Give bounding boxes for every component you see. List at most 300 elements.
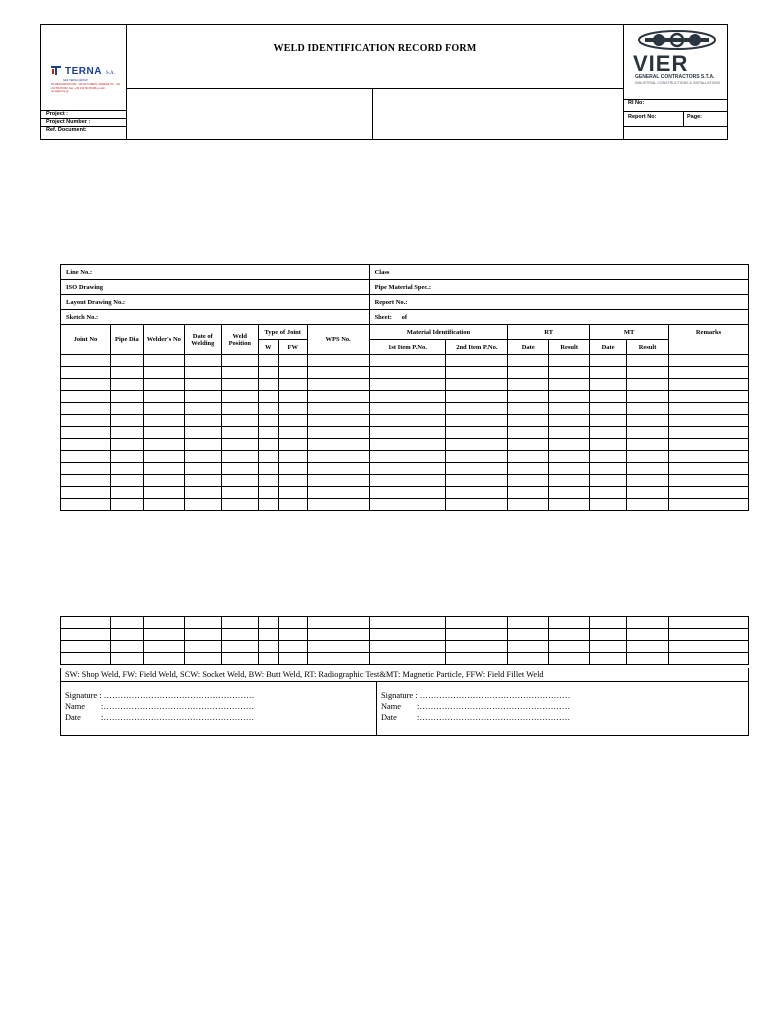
- table-cell[interactable]: [508, 427, 549, 439]
- table-cell[interactable]: [446, 641, 508, 653]
- table-cell[interactable]: [221, 439, 258, 451]
- table-cell[interactable]: [258, 463, 278, 475]
- table-cell[interactable]: [669, 653, 749, 665]
- table-cell[interactable]: [549, 629, 590, 641]
- report-no-cell: Report No.:: [369, 295, 748, 310]
- table-cell[interactable]: [369, 415, 446, 427]
- project-label: Project :: [46, 111, 69, 117]
- table-cell[interactable]: [258, 487, 278, 499]
- table-cell[interactable]: [258, 379, 278, 391]
- table-cell[interactable]: [307, 451, 369, 463]
- table-cell[interactable]: [627, 451, 669, 463]
- table-cell[interactable]: [221, 617, 258, 629]
- table-cell[interactable]: [590, 355, 627, 367]
- table-cell[interactable]: [258, 475, 278, 487]
- table-row: [61, 379, 749, 391]
- table-cell[interactable]: [590, 629, 627, 641]
- table-cell[interactable]: [307, 629, 369, 641]
- table-cell[interactable]: [143, 367, 184, 379]
- table-cell[interactable]: [307, 439, 369, 451]
- table-cell[interactable]: [184, 367, 221, 379]
- table-cell[interactable]: [184, 451, 221, 463]
- table-cell[interactable]: [110, 427, 143, 439]
- table-row: [61, 427, 749, 439]
- table-cell[interactable]: [184, 463, 221, 475]
- table-cell[interactable]: [278, 487, 307, 499]
- table-cell[interactable]: [369, 463, 446, 475]
- col-rt-result: Result: [549, 340, 590, 355]
- table-cell[interactable]: [369, 391, 446, 403]
- col-joint-no: Joint No: [61, 325, 111, 355]
- col-type-of-joint: Type of Joint: [258, 325, 307, 340]
- table-cell[interactable]: [184, 391, 221, 403]
- table-cell[interactable]: [221, 427, 258, 439]
- table-cell[interactable]: [61, 391, 111, 403]
- table-cell[interactable]: [590, 403, 627, 415]
- table-cell[interactable]: [669, 403, 749, 415]
- table-cell[interactable]: [61, 499, 111, 511]
- date-line[interactable]: :………………………………………………: [101, 713, 255, 722]
- table-cell[interactable]: [627, 403, 669, 415]
- table-row: [61, 403, 749, 415]
- table-cell[interactable]: [110, 487, 143, 499]
- signature-right: Signature : ……………………………………………… Name :……………………………………………… Date :………………………………………………: [381, 691, 571, 722]
- table-cell[interactable]: [110, 653, 143, 665]
- table-cell[interactable]: [508, 403, 549, 415]
- table-row: [61, 415, 749, 427]
- table-cell[interactable]: [307, 391, 369, 403]
- table-cell[interactable]: [61, 415, 111, 427]
- table-cell[interactable]: [221, 415, 258, 427]
- table-cell[interactable]: [369, 403, 446, 415]
- table-cell[interactable]: [627, 641, 669, 653]
- table-cell[interactable]: [549, 439, 590, 451]
- table-cell[interactable]: [307, 355, 369, 367]
- table-cell[interactable]: [143, 653, 184, 665]
- table-cell[interactable]: [627, 629, 669, 641]
- table-cell[interactable]: [508, 379, 549, 391]
- table-cell[interactable]: [508, 475, 549, 487]
- table-cell[interactable]: [590, 379, 627, 391]
- table-cell[interactable]: [508, 451, 549, 463]
- table-cell[interactable]: [369, 629, 446, 641]
- table-cell[interactable]: [590, 391, 627, 403]
- table-cell[interactable]: [549, 427, 590, 439]
- table-cell[interactable]: [143, 403, 184, 415]
- table-cell[interactable]: [627, 415, 669, 427]
- table-cell[interactable]: [669, 451, 749, 463]
- table-cell[interactable]: [369, 653, 446, 665]
- table-cell[interactable]: [369, 355, 446, 367]
- table-cell[interactable]: [590, 439, 627, 451]
- table-cell[interactable]: [669, 415, 749, 427]
- table-cell[interactable]: [258, 641, 278, 653]
- table-cell[interactable]: [590, 475, 627, 487]
- table-cell[interactable]: [221, 367, 258, 379]
- table-cell[interactable]: [627, 367, 669, 379]
- table-cell[interactable]: [549, 355, 590, 367]
- table-cell[interactable]: [508, 391, 549, 403]
- table-cell[interactable]: [278, 617, 307, 629]
- table-cell[interactable]: [307, 487, 369, 499]
- table-cell[interactable]: [627, 475, 669, 487]
- table-cell[interactable]: [110, 403, 143, 415]
- table-cell[interactable]: [258, 427, 278, 439]
- table-cell[interactable]: [627, 487, 669, 499]
- table-cell[interactable]: [307, 427, 369, 439]
- table-cell[interactable]: [61, 427, 111, 439]
- table-cell[interactable]: [258, 653, 278, 665]
- sketch-no-cell: Sketch No.:: [61, 310, 370, 325]
- table-cell[interactable]: [278, 355, 307, 367]
- table-cell[interactable]: [307, 415, 369, 427]
- table-cell[interactable]: [184, 415, 221, 427]
- table-cell[interactable]: [307, 367, 369, 379]
- table-cell[interactable]: [110, 629, 143, 641]
- terna-emblem-icon: [51, 65, 61, 75]
- table-cell[interactable]: [590, 367, 627, 379]
- table-cell[interactable]: [221, 451, 258, 463]
- table-cell[interactable]: [508, 439, 549, 451]
- table-cell[interactable]: [184, 617, 221, 629]
- table-cell[interactable]: [669, 367, 749, 379]
- table-cell[interactable]: [590, 463, 627, 475]
- table-cell[interactable]: [549, 415, 590, 427]
- table-cell[interactable]: [446, 439, 508, 451]
- table-cell[interactable]: [143, 391, 184, 403]
- table-cell[interactable]: [307, 379, 369, 391]
- table-cell[interactable]: [258, 355, 278, 367]
- table-cell[interactable]: [184, 475, 221, 487]
- table-cell[interactable]: [184, 653, 221, 665]
- col-fw: FW: [278, 340, 307, 355]
- table-cell[interactable]: [61, 355, 111, 367]
- table-cell[interactable]: [307, 403, 369, 415]
- table-cell[interactable]: [508, 653, 549, 665]
- table-cell[interactable]: [590, 499, 627, 511]
- table-cell[interactable]: [258, 391, 278, 403]
- table-cell[interactable]: [258, 629, 278, 641]
- table-cell[interactable]: [627, 355, 669, 367]
- table-cell[interactable]: [61, 403, 111, 415]
- table-cell[interactable]: [446, 415, 508, 427]
- table-cell[interactable]: [669, 499, 749, 511]
- table-cell[interactable]: [184, 629, 221, 641]
- table-cell[interactable]: [110, 355, 143, 367]
- table-cell[interactable]: [508, 617, 549, 629]
- table-cell[interactable]: [221, 379, 258, 391]
- pipe-material-spec-cell: Pipe Material Spec.:: [369, 280, 748, 295]
- table-cell[interactable]: [446, 427, 508, 439]
- table-cell[interactable]: [61, 487, 111, 499]
- table-cell[interactable]: [508, 367, 549, 379]
- table-cell[interactable]: [508, 355, 549, 367]
- table-cell[interactable]: [669, 391, 749, 403]
- name-line[interactable]: :………………………………………………: [417, 702, 571, 711]
- table-cell[interactable]: [549, 367, 590, 379]
- table-cell[interactable]: [669, 355, 749, 367]
- table-cell[interactable]: [110, 499, 143, 511]
- table-cell[interactable]: [278, 439, 307, 451]
- col-first-item-pno: 1st Item P.No.: [369, 340, 446, 355]
- table-cell[interactable]: [278, 379, 307, 391]
- table-cell[interactable]: [627, 439, 669, 451]
- table-cell[interactable]: [278, 403, 307, 415]
- table-cell[interactable]: [669, 379, 749, 391]
- table-cell[interactable]: [669, 629, 749, 641]
- table-cell[interactable]: [590, 451, 627, 463]
- table-cell[interactable]: [446, 475, 508, 487]
- table-cell[interactable]: [669, 487, 749, 499]
- table-cell[interactable]: [143, 629, 184, 641]
- table-cell[interactable]: [110, 617, 143, 629]
- table-cell[interactable]: [590, 427, 627, 439]
- table-cell[interactable]: [143, 617, 184, 629]
- table-cell[interactable]: [369, 367, 446, 379]
- table-cell[interactable]: [221, 499, 258, 511]
- table-cell[interactable]: [278, 641, 307, 653]
- table-cell[interactable]: [669, 463, 749, 475]
- table-cell[interactable]: [446, 355, 508, 367]
- table-cell[interactable]: [590, 487, 627, 499]
- table-cell[interactable]: [143, 475, 184, 487]
- table-cell[interactable]: [549, 641, 590, 653]
- table-cell[interactable]: [446, 653, 508, 665]
- table-cell[interactable]: [110, 451, 143, 463]
- col-rt-date: Date: [508, 340, 549, 355]
- table-row: [61, 475, 749, 487]
- table-cell[interactable]: [590, 415, 627, 427]
- table-cell[interactable]: [446, 379, 508, 391]
- table-cell[interactable]: [549, 487, 590, 499]
- table-cell[interactable]: [61, 367, 111, 379]
- table-cell[interactable]: [278, 415, 307, 427]
- signature-left: Signature : ……………………………………………… Name :……………………………………………… Date :………………………………………………: [65, 691, 255, 722]
- table-cell[interactable]: [110, 391, 143, 403]
- table-row: [61, 641, 749, 653]
- table-cell[interactable]: [627, 499, 669, 511]
- table-cell[interactable]: [184, 641, 221, 653]
- table-row: [61, 617, 749, 629]
- table-cell[interactable]: [508, 487, 549, 499]
- col-material-identification: Material Identification: [369, 325, 508, 340]
- table-cell[interactable]: [110, 641, 143, 653]
- table-cell[interactable]: [446, 463, 508, 475]
- table-cell[interactable]: [221, 487, 258, 499]
- table-cell[interactable]: [184, 355, 221, 367]
- table-cell[interactable]: [258, 415, 278, 427]
- table-cell[interactable]: [110, 475, 143, 487]
- table-cell[interactable]: [143, 439, 184, 451]
- table-cell[interactable]: [307, 617, 369, 629]
- table-cell[interactable]: [61, 463, 111, 475]
- table-cell[interactable]: [110, 439, 143, 451]
- table-cell[interactable]: [184, 403, 221, 415]
- table-cell[interactable]: [446, 487, 508, 499]
- table-cell[interactable]: [549, 617, 590, 629]
- table-cell[interactable]: [446, 629, 508, 641]
- signature-line[interactable]: Signature : ………………………………………………: [65, 691, 255, 700]
- table-cell[interactable]: [143, 451, 184, 463]
- col-mt-date: Date: [590, 340, 627, 355]
- table-cell[interactable]: [61, 629, 111, 641]
- table-cell[interactable]: [143, 355, 184, 367]
- table-cell[interactable]: [446, 451, 508, 463]
- table-cell[interactable]: [669, 475, 749, 487]
- table-cell[interactable]: [669, 427, 749, 439]
- table-cell[interactable]: [143, 499, 184, 511]
- table-cell[interactable]: [627, 463, 669, 475]
- table-cell[interactable]: [549, 403, 590, 415]
- table-cell[interactable]: [221, 629, 258, 641]
- table-cell[interactable]: [61, 475, 111, 487]
- table-cell[interactable]: [184, 487, 221, 499]
- ri-no-label: RI No:: [628, 100, 645, 106]
- table-cell[interactable]: [446, 403, 508, 415]
- table-cell[interactable]: [278, 427, 307, 439]
- table-cell[interactable]: [278, 463, 307, 475]
- col-mt: MT: [590, 325, 669, 340]
- table-cell[interactable]: [446, 367, 508, 379]
- table-cell[interactable]: [307, 475, 369, 487]
- layout-drawing-no-cell: Layout Drawing No.:: [61, 295, 370, 310]
- table-cell[interactable]: [61, 617, 111, 629]
- col-mt-result: Result: [627, 340, 669, 355]
- table-cell[interactable]: [278, 475, 307, 487]
- table-cell[interactable]: [508, 415, 549, 427]
- table-cell[interactable]: [258, 367, 278, 379]
- signature-line[interactable]: Signature : ………………………………………………: [381, 691, 571, 700]
- table-cell[interactable]: [307, 641, 369, 653]
- table-cell[interactable]: [446, 617, 508, 629]
- table-cell[interactable]: [278, 367, 307, 379]
- table-cell[interactable]: [278, 653, 307, 665]
- table-cell[interactable]: [446, 499, 508, 511]
- table-cell[interactable]: [549, 653, 590, 665]
- table-cell[interactable]: [61, 641, 111, 653]
- col-rt: RT: [508, 325, 590, 340]
- line-no-cell: Line No.:: [61, 265, 370, 280]
- table-cell[interactable]: [508, 629, 549, 641]
- table-cell[interactable]: [369, 499, 446, 511]
- table-cell[interactable]: [369, 439, 446, 451]
- table-cell[interactable]: [508, 499, 549, 511]
- table-cell[interactable]: [221, 463, 258, 475]
- table-cell[interactable]: [627, 427, 669, 439]
- project-number-label: Project Number :: [46, 119, 91, 125]
- table-cell[interactable]: [369, 641, 446, 653]
- table-cell[interactable]: [508, 641, 549, 653]
- table-cell[interactable]: [184, 439, 221, 451]
- table-cell[interactable]: [627, 379, 669, 391]
- table-cell[interactable]: [258, 403, 278, 415]
- table-cell[interactable]: [221, 391, 258, 403]
- table-cell[interactable]: [110, 367, 143, 379]
- table-cell[interactable]: [369, 487, 446, 499]
- table-cell[interactable]: [221, 475, 258, 487]
- table-cell[interactable]: [590, 653, 627, 665]
- table-cell[interactable]: [143, 379, 184, 391]
- table-cell[interactable]: [590, 641, 627, 653]
- table-cell[interactable]: [549, 463, 590, 475]
- table-cell[interactable]: [221, 653, 258, 665]
- table-cell[interactable]: [278, 391, 307, 403]
- sheet-cell: Sheet: of: [369, 310, 748, 325]
- table-cell[interactable]: [627, 653, 669, 665]
- report-no-label: Report No:: [628, 114, 657, 120]
- weld-record-table: [60, 264, 749, 511]
- table-cell[interactable]: [278, 629, 307, 641]
- table-cell[interactable]: [549, 499, 590, 511]
- table-cell[interactable]: [369, 475, 446, 487]
- table-cell[interactable]: [369, 379, 446, 391]
- table-cell[interactable]: [221, 355, 258, 367]
- table-cell[interactable]: [278, 499, 307, 511]
- table-cell[interactable]: [549, 379, 590, 391]
- table-cell[interactable]: [508, 463, 549, 475]
- table-cell[interactable]: [307, 499, 369, 511]
- table-cell[interactable]: [61, 439, 111, 451]
- table-row: [61, 391, 749, 403]
- table-cell[interactable]: [110, 463, 143, 475]
- table-cell[interactable]: [549, 475, 590, 487]
- table-cell[interactable]: [258, 617, 278, 629]
- table-cell[interactable]: [369, 427, 446, 439]
- vier-emblem-icon: [637, 29, 717, 51]
- table-cell[interactable]: [590, 617, 627, 629]
- table-cell[interactable]: [61, 653, 111, 665]
- table-cell[interactable]: [669, 439, 749, 451]
- table-cell[interactable]: [143, 463, 184, 475]
- table-cell[interactable]: [258, 499, 278, 511]
- name-line[interactable]: :………………………………………………: [101, 702, 255, 711]
- table-cell[interactable]: [307, 653, 369, 665]
- table-cell[interactable]: [258, 451, 278, 463]
- table-row: [61, 355, 749, 367]
- table-cell[interactable]: [549, 451, 590, 463]
- table-cell[interactable]: [61, 379, 111, 391]
- table-cell[interactable]: [184, 427, 221, 439]
- table-cell[interactable]: [143, 427, 184, 439]
- table-row: [61, 463, 749, 475]
- signature-block: [60, 682, 749, 736]
- table-cell[interactable]: [369, 451, 446, 463]
- table-cell[interactable]: [221, 403, 258, 415]
- table-cell[interactable]: [627, 391, 669, 403]
- table-cell[interactable]: [184, 499, 221, 511]
- table-cell[interactable]: [143, 641, 184, 653]
- table-cell[interactable]: [110, 379, 143, 391]
- date-line[interactable]: :………………………………………………: [417, 713, 571, 722]
- table-cell[interactable]: [669, 641, 749, 653]
- table-cell[interactable]: [307, 463, 369, 475]
- table-cell[interactable]: [110, 415, 143, 427]
- table-cell[interactable]: [549, 391, 590, 403]
- table-cell[interactable]: [143, 415, 184, 427]
- table-cell[interactable]: [184, 379, 221, 391]
- table-cell[interactable]: [627, 617, 669, 629]
- table-cell[interactable]: [369, 617, 446, 629]
- table-cell[interactable]: [61, 451, 111, 463]
- table-cell[interactable]: [278, 451, 307, 463]
- table-cell[interactable]: [258, 439, 278, 451]
- col-welders-no: Welder's No: [143, 325, 184, 355]
- class-cell: Class: [369, 265, 748, 280]
- table-cell[interactable]: [446, 391, 508, 403]
- table-cell[interactable]: [669, 617, 749, 629]
- table-cell[interactable]: [221, 641, 258, 653]
- table-cell[interactable]: [143, 487, 184, 499]
